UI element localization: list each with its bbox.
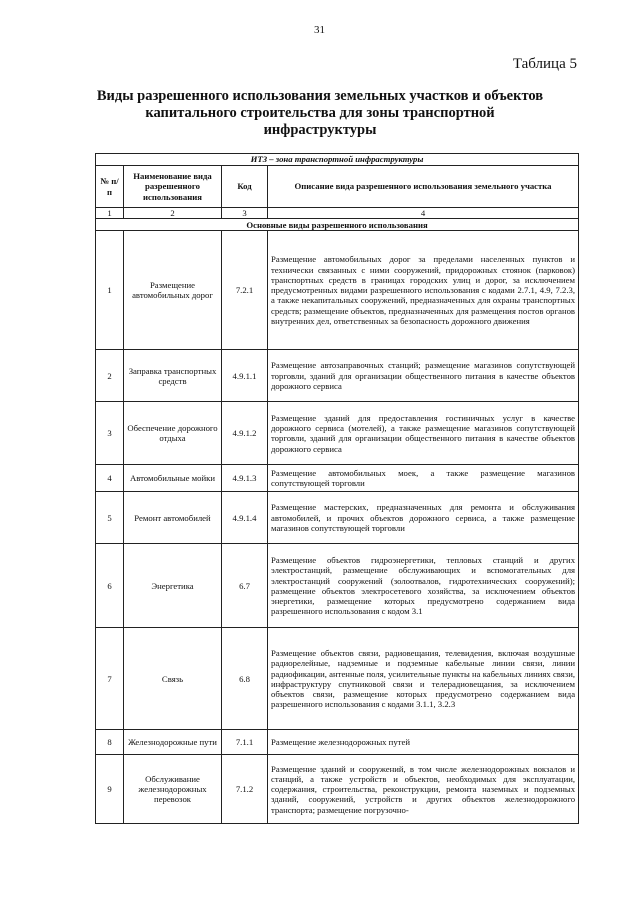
zone-header: ИТЗ – зона транспортной инфраструктуры <box>96 154 579 166</box>
row-number: 5 <box>96 492 124 544</box>
row-code: 7.1.2 <box>222 755 268 824</box>
row-code: 4.9.1.4 <box>222 492 268 544</box>
row-code: 7.2.1 <box>222 231 268 350</box>
row-code: 7.1.1 <box>222 730 268 755</box>
table-row <box>96 730 579 755</box>
row-description: Размещение объектов гидроэнергетики, тепловых станций и других электростанций, размещение обслуживающих и вспомогательных для электростанций сооружений (золоотвалов, гидротехнических сооружений); размещение объектов электросетевого хозяйства, за исключением объектов энергетики, размещение которых предусмотрено содержанием вида разрешенного использования с кодом 3.1 <box>268 544 579 628</box>
row-name: Связь <box>124 628 222 730</box>
row-code: 6.8 <box>222 628 268 730</box>
column-number: 2 <box>124 208 222 219</box>
row-number: 6 <box>96 544 124 628</box>
row-description: Размещение автомобильных дорог за пределами населенных пунктов и технически связанных с ними сооружений, придорожных стоянок (парковок) транспортных средств в границах городских улиц и дорог, за исключением предусмотренных видами разрешенного использования с кодами 2.7.1, 4.9, 7.2.3, а также некапитальных сооружений, предназначенных для охраны транспортных средств; размещение объектов, предназначенных для размещения постов органов внутренних дел, ответственных за безопасность дорожного движения <box>268 231 579 350</box>
land-use-table <box>95 153 579 824</box>
col-header-num: № п/п <box>96 166 124 208</box>
row-name: Ремонт автомобилей <box>124 492 222 544</box>
row-name: Обеспечение дорожного отдыха <box>124 402 222 465</box>
column-number: 1 <box>96 208 124 219</box>
row-number: 9 <box>96 755 124 824</box>
row-code: 6.7 <box>222 544 268 628</box>
row-description: Размещение автозаправочных станций; размещение магазинов сопутствующей торговли, зданий для организации общественного питания в качестве объектов дорожного сервиса <box>268 350 579 402</box>
page-title: Виды разрешенного использования земельных участков и объектов капитального строительства для зоны транспортной инфраструктуры <box>96 88 544 138</box>
row-name: Заправка транспортных средств <box>124 350 222 402</box>
section-header-row <box>96 219 579 231</box>
table-row <box>96 544 579 628</box>
row-description: Размещение объектов связи, радиовещания, телевидения, включая воздушные радиорелейные, надземные и подземные кабельные линии связи, линии радиофикации, антенные поля, усилительные пункты на кабельных линиях связи, инфраструктуру спутниковой связи и телерадиовещания, за исключением объектов связи, размещение которых предусмотрено содержанием вида разрешенного использования с кодами 3.1.1, 3.2.3 <box>268 628 579 730</box>
row-number: 1 <box>96 231 124 350</box>
row-description: Размещение железнодорожных путей <box>268 730 579 755</box>
row-code: 4.9.1.1 <box>222 350 268 402</box>
table-row <box>96 350 579 402</box>
col-header-desc: Описание вида разрешенного использования земельного участка <box>268 166 579 208</box>
row-description: Размещение автомобильных моек, а также размещение магазинов сопутствующей торговли <box>268 465 579 492</box>
row-description: Размещение зданий для предоставления гостиничных услуг в качестве дорожного сервиса (мотелей), а также размещение магазинов сопутствующей торговли, зданий для организации общественного питания в качестве объектов дорожного сервиса <box>268 402 579 465</box>
row-number: 3 <box>96 402 124 465</box>
table-row <box>96 755 579 824</box>
row-number: 2 <box>96 350 124 402</box>
zone-header-row <box>96 154 579 166</box>
table-row <box>96 465 579 492</box>
table-row <box>96 492 579 544</box>
row-number: 4 <box>96 465 124 492</box>
section-header: Основные виды разрешенного использования <box>96 219 579 231</box>
column-header-row <box>96 166 579 208</box>
row-code: 4.9.1.2 <box>222 402 268 465</box>
row-description: Размещение мастерских, предназначенных для ремонта и обслуживания автомобилей, и прочих объектов дорожного сервиса, а также размещение магазинов сопутствующей торговли <box>268 492 579 544</box>
table-label: Таблица 5 <box>512 56 577 72</box>
row-name: Размещение автомобильных дорог <box>124 231 222 350</box>
row-name: Обслуживание железнодорожных перевозок <box>124 755 222 824</box>
col-header-name: Наименование вида разрешенного использования <box>124 166 222 208</box>
row-name: Автомобильные мойки <box>124 465 222 492</box>
row-number: 7 <box>96 628 124 730</box>
row-name: Энергетика <box>124 544 222 628</box>
row-name: Железнодорожные пути <box>124 730 222 755</box>
table-row <box>96 402 579 465</box>
column-number: 4 <box>268 208 579 219</box>
row-description: Размещение зданий и сооружений, в том числе железнодорожных вокзалов и станций, а также устройств и объектов, необходимых для эксплуатации, содержания, строительства, реконструкции, ремонта наземных и подземных зданий, сооружений, устройств и других объектов железнодорожного транспорта; размещение погрузочно- <box>268 755 579 824</box>
column-number: 3 <box>222 208 268 219</box>
table-row <box>96 628 579 730</box>
row-code: 4.9.1.3 <box>222 465 268 492</box>
table-row <box>96 231 579 350</box>
row-number: 8 <box>96 730 124 755</box>
column-number-row <box>96 208 579 219</box>
col-header-code: Код <box>222 166 268 208</box>
page-number: 31 <box>314 24 325 36</box>
